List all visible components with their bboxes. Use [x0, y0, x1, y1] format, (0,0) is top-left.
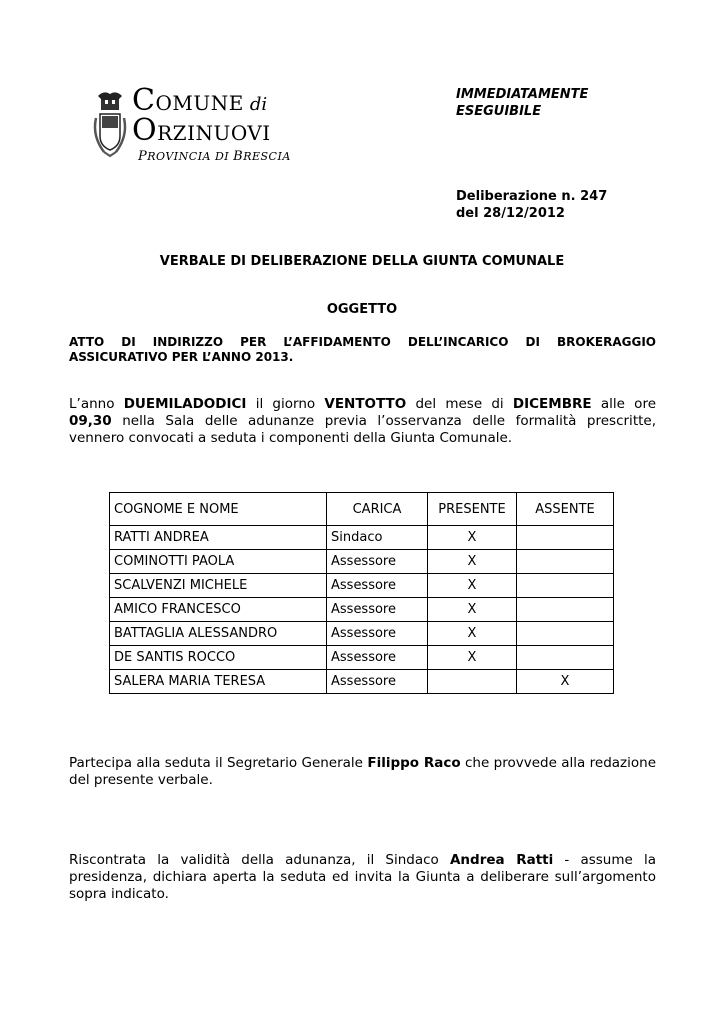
logo-word-di: di — [249, 94, 268, 115]
table-row: BATTAGLIA ALESSANDRO Assessore X — [110, 622, 614, 646]
logo-initial-o: O — [132, 113, 158, 148]
deliberation-number: Deliberazione n. 247 del 28/12/2012 — [456, 189, 608, 221]
logo-initial-c: C — [132, 83, 156, 118]
table-row: SALERA MARIA TERESA Assessore X — [110, 670, 614, 694]
table-row: DE SANTIS ROCCO Assessore X — [110, 646, 614, 670]
table-header-row — [110, 493, 614, 526]
members-table — [109, 492, 614, 694]
table-row: SCALVENZI MICHELE Assessore X — [110, 574, 614, 598]
header-name: COGNOME E NOME — [110, 493, 327, 526]
logo-word-comune: OMUNE — [155, 91, 244, 115]
table-row: RATTI ANDREA Sindaco X — [110, 526, 614, 550]
header-role: CARICA — [327, 493, 428, 526]
logo-province: PROVINCIA DI BRESCIA — [138, 149, 291, 164]
presidency-paragraph: Riscontrata la validità della adunanza, il Sindaco Andrea Ratti - assume la presidenza, dichiara aperta la seduta ed invita la Giunta a deliberare sull’argomento sopra indicato. — [69, 852, 657, 902]
table-row: COMINOTTI PAOLA Assessore X — [110, 550, 614, 574]
subject-label: OGGETTO — [326, 302, 398, 317]
header-absent: ASSENTE — [517, 493, 614, 526]
intro-paragraph: L’anno DUEMILADODICI il giorno VENTOTTO del mese di DICEMBRE alle ore 09,30 nella Sala delle adunanze previa l’osservanza delle formalità prescritte, vennero convocati a seduta i componenti della Giunta Comunale. — [69, 396, 656, 446]
coat-of-arms-icon — [90, 90, 130, 158]
table-row: AMICO FRANCESCO Assessore X — [110, 598, 614, 622]
logo-word-orzinuovi: RZINUOVI — [157, 121, 271, 145]
execution-status: IMMEDIATAMENTE ESEGUIBILE — [456, 87, 589, 119]
secretary-paragraph: Partecipa alla seduta il Segretario Generale Filippo Raco che provvede alla redazione del presente verbale. — [69, 755, 656, 788]
subject-text: ATTO DI INDIRIZZO PER L’AFFIDAMENTO DELL’INCARICO DI BROKERAGGIO ASSICURATIVO PER L’ANNO 2013. — [69, 335, 656, 364]
municipality-logo-text — [132, 83, 291, 164]
document-title: VERBALE DI DELIBERAZIONE DELLA GIUNTA COMUNALE — [159, 254, 565, 269]
header-present: PRESENTE — [428, 493, 517, 526]
